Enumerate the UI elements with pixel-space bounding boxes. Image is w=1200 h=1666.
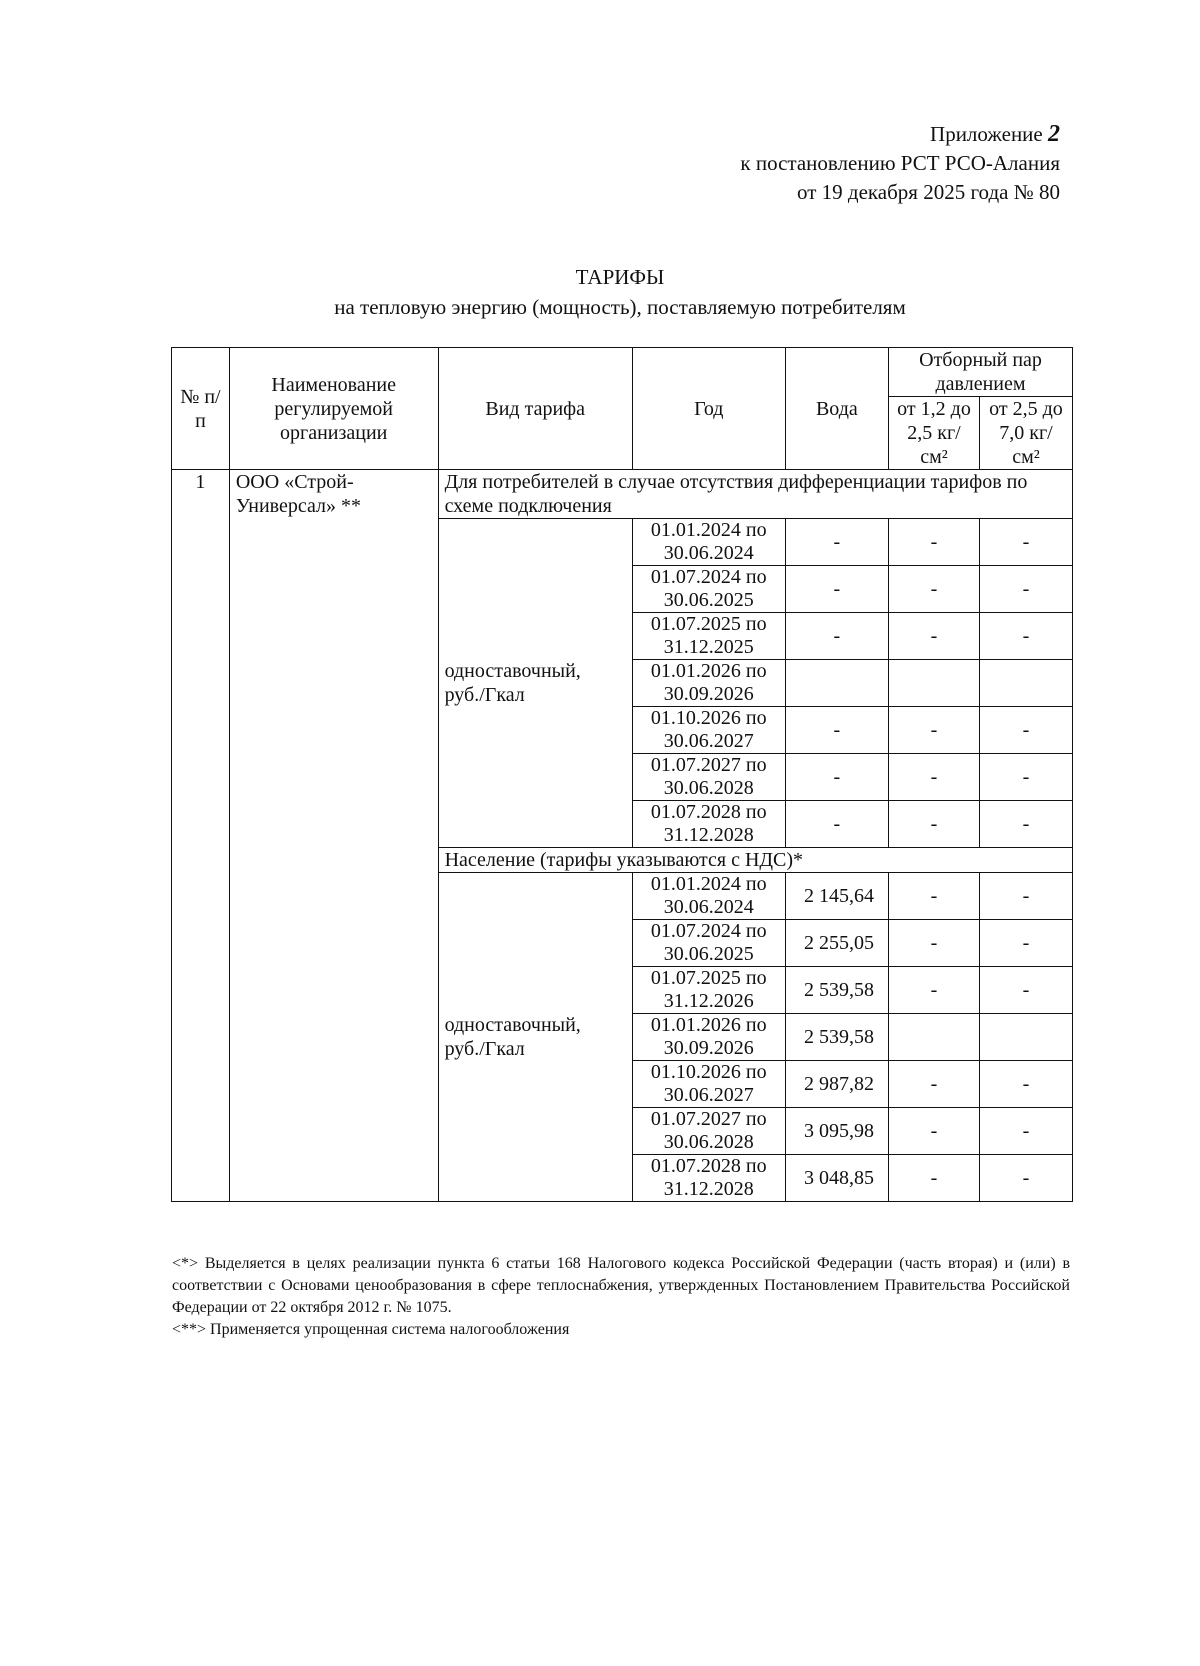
water-value: 3 048,85: [785, 1155, 888, 1202]
period-from: 01.10.2026 по: [650, 707, 767, 729]
period-to: 30.06.2025: [663, 589, 754, 611]
period-to: 30.06.2024: [663, 896, 754, 918]
period-from: 01.07.2027 по: [650, 754, 767, 776]
resolution-reference: к постановлению РСТ РСО-Алания: [740, 151, 1060, 175]
footnote-vat: <*> Выделяется в целях реализации пункта 6 статьи 168 Налогового кодекса Российской Федерации (часть вторая) и (или) в соответствии с Основами ценообразования в сфере теплоснабжения, утвержденных Постановлением Правительства Российской Федерации от 22 октября 2012 г. № 1075.: [172, 1255, 1070, 1316]
steam-b-value: -: [979, 873, 1072, 920]
period-cell: [632, 920, 785, 967]
steam-b-value: [979, 660, 1072, 707]
period-cell: [632, 1061, 785, 1108]
footnote-tax-system: <**> Применяется упрощенная система налогообложения: [172, 1321, 570, 1338]
period-from: 01.01.2024 по: [650, 519, 767, 541]
period-to: 30.06.2028: [663, 777, 754, 799]
steam-a-value: -: [889, 707, 980, 754]
appendix-number: 2: [1048, 121, 1060, 147]
organization-name: ООО «Строй-Универсал» **: [229, 470, 438, 1202]
header-num: № п/п: [172, 348, 230, 470]
period-cell: [632, 519, 785, 566]
appendix-line: [740, 120, 1060, 149]
footnotes: [172, 1253, 1070, 1341]
period-to: 31.12.2025: [663, 636, 754, 658]
period-from: 01.07.2024 по: [650, 566, 767, 588]
steam-b-value: -: [979, 1108, 1072, 1155]
steam-a-value: -: [889, 801, 980, 848]
document-title-block: [170, 262, 1070, 322]
table-header-row: [172, 348, 1073, 397]
period-cell: [632, 660, 785, 707]
period-cell: [632, 801, 785, 848]
period-from: 01.07.2028 по: [650, 801, 767, 823]
water-value: -: [785, 801, 888, 848]
period-to: 30.06.2027: [663, 730, 754, 752]
steam-a-value: [889, 660, 980, 707]
period-to: 30.06.2025: [663, 943, 754, 965]
water-value: -: [785, 754, 888, 801]
appendix-label: Приложение: [930, 122, 1043, 146]
period-from: 01.07.2025 по: [650, 613, 767, 635]
header-steam-b: от 2,5 до 7,0 кг/см²: [979, 397, 1072, 470]
period-to: 30.09.2026: [663, 1037, 754, 1059]
period-cell: [632, 1014, 785, 1061]
water-value: 2 255,05: [785, 920, 888, 967]
period-to: 30.06.2027: [663, 1084, 754, 1106]
water-value: 2 539,58: [785, 1014, 888, 1061]
period-from: 01.01.2026 по: [650, 1014, 767, 1036]
period-from: 01.07.2025 по: [650, 967, 767, 989]
steam-a-value: -: [889, 873, 980, 920]
header-steam: Отборный пар давлением: [889, 348, 1073, 397]
document-subtitle: на тепловую энергию (мощность), поставляемую потребителям: [334, 295, 906, 319]
steam-b-value: -: [979, 1061, 1072, 1108]
period-from: 01.07.2027 по: [650, 1108, 767, 1130]
steam-b-value: -: [979, 920, 1072, 967]
water-value: -: [785, 519, 888, 566]
steam-b-value: -: [979, 519, 1072, 566]
tariff-table: [171, 347, 1073, 1202]
steam-a-value: -: [889, 519, 980, 566]
period-cell: [632, 873, 785, 920]
tariff-kind: одноставочный, руб./Гкал: [438, 873, 632, 1202]
resolution-date: от 19 декабря 2025 года № 80: [797, 180, 1060, 204]
header-kind: Вид тарифа: [438, 348, 632, 470]
section-title: Для потребителей в случае отсутствия дифференциации тарифов по схеме подключения: [438, 470, 1072, 519]
steam-a-value: -: [889, 754, 980, 801]
period-to: 30.09.2026: [663, 683, 754, 705]
document-header: [740, 120, 1060, 207]
table-row: [172, 470, 1073, 519]
water-value: -: [785, 613, 888, 660]
steam-a-value: -: [889, 1061, 980, 1108]
steam-b-value: -: [979, 707, 1072, 754]
period-cell: [632, 613, 785, 660]
period-to: 31.12.2028: [663, 1178, 754, 1200]
header-org: Наименование регулируемой организации: [229, 348, 438, 470]
water-value: 2 539,58: [785, 967, 888, 1014]
header-water: Вода: [785, 348, 888, 470]
period-from: 01.07.2024 по: [650, 920, 767, 942]
header-year: Год: [632, 348, 785, 470]
period-cell: [632, 754, 785, 801]
steam-b-value: -: [979, 801, 1072, 848]
period-to: 30.06.2028: [663, 1131, 754, 1153]
water-value: 3 095,98: [785, 1108, 888, 1155]
steam-a-value: -: [889, 967, 980, 1014]
tariff-kind: одноставочный, руб./Гкал: [438, 519, 632, 848]
steam-a-value: -: [889, 566, 980, 613]
period-to: 31.12.2028: [663, 824, 754, 846]
period-cell: [632, 566, 785, 613]
water-value: -: [785, 566, 888, 613]
period-from: 01.10.2026 по: [650, 1061, 767, 1083]
steam-b-value: -: [979, 613, 1072, 660]
steam-a-value: -: [889, 1155, 980, 1202]
period-from: 01.01.2026 по: [650, 660, 767, 682]
steam-a-value: -: [889, 613, 980, 660]
steam-b-value: -: [979, 754, 1072, 801]
document-title: ТАРИФЫ: [575, 265, 665, 289]
steam-b-value: -: [979, 967, 1072, 1014]
header-steam-a: от 1,2 до 2,5 кг/см²: [889, 397, 980, 470]
steam-a-value: -: [889, 1108, 980, 1155]
period-cell: [632, 1155, 785, 1202]
period-cell: [632, 967, 785, 1014]
row-number: 1: [172, 470, 230, 1202]
period-to: 31.12.2026: [663, 990, 754, 1012]
steam-a-value: [889, 1014, 980, 1061]
steam-b-value: [979, 1014, 1072, 1061]
period-from: 01.01.2024 по: [650, 873, 767, 895]
steam-b-value: -: [979, 1155, 1072, 1202]
steam-a-value: -: [889, 920, 980, 967]
steam-b-value: -: [979, 566, 1072, 613]
period-cell: [632, 707, 785, 754]
section-title: Население (тарифы указываются с НДС)*: [438, 848, 1072, 873]
water-value: 2 987,82: [785, 1061, 888, 1108]
water-value: 2 145,64: [785, 873, 888, 920]
water-value: [785, 660, 888, 707]
period-cell: [632, 1108, 785, 1155]
period-from: 01.07.2028 по: [650, 1155, 767, 1177]
water-value: -: [785, 707, 888, 754]
period-to: 30.06.2024: [663, 542, 754, 564]
